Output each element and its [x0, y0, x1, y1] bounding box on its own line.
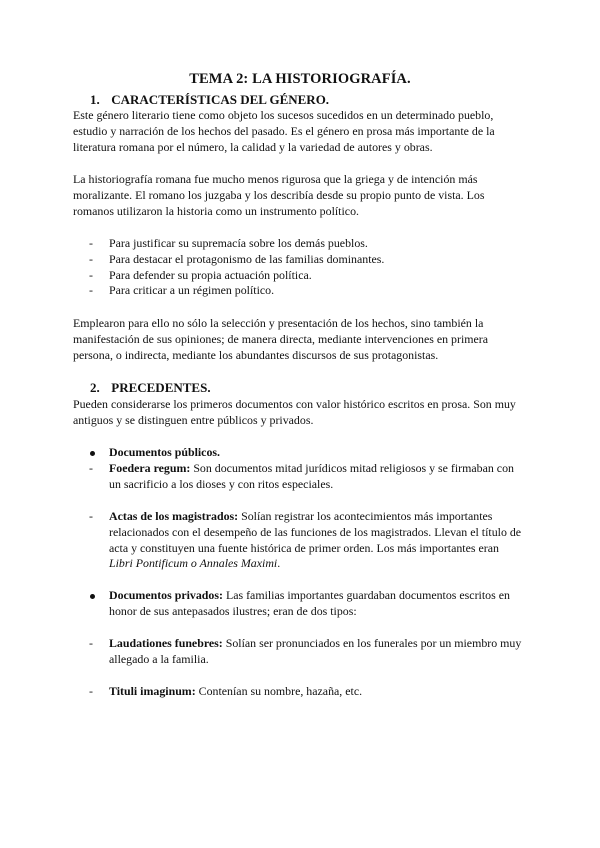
entry-text: Contenían su nombre, hazaña, etc. [195, 684, 363, 698]
list-item: - Para defender su propia actuación política. [73, 268, 525, 284]
entry-documentos-publicos [73, 445, 525, 461]
entry-text: Solían ser pronunciados en los funerales por un miembro muy allegado a la familia. [109, 636, 522, 666]
purpose-list [73, 236, 525, 299]
entry-label: Laudationes funebres: [109, 636, 223, 650]
section-1-paragraph-3: Emplearon para ello no sólo la selección y presentación de los hechos, sino también la manifestación de sus opiniones; de manera directa, mediante intervenciones en primera persona, o indirecta, mediante los abundantes discursos de sus protagonistas. [73, 316, 489, 362]
section-1-heading [90, 92, 329, 108]
section-2-heading [90, 380, 211, 396]
entry-label: Documentos públicos. [109, 445, 220, 459]
entry-italic-text: Libri Pontificum o Annales Maximi [109, 556, 278, 571]
section-1-title: CARACTERÍSTICAS DEL GÉNERO. [111, 92, 330, 107]
page-title: TEMA 2: LA HISTORIOGRAFÍA. [189, 71, 411, 87]
entry-label: Tituli imaginum: [109, 684, 196, 698]
section-2-paragraph-1: Pueden considerarse los primeros documentos con valor histórico escritos en prosa. Son muy antiguos y se distinguen entre públicos y privados. [73, 397, 516, 427]
list-item: - Para destacar el protagonismo de las familias dominantes. [73, 252, 525, 268]
section-1-number: 1. [90, 92, 100, 107]
entry-text: Las familias importantes guardaban documentos escritos en honor de sus antepasados ilustres; eran de dos tipos: [109, 588, 510, 618]
entry-label: Documentos privados: [109, 588, 223, 602]
entry-text-end: . [277, 556, 281, 571]
entry-label: Actas de los magistrados: [109, 509, 239, 523]
entry-actas-magistrados: - Actas de los magistrados: Solían registrar los acontecimientos más importantes relacionados con el desempeño de las funciones de los magistrados. Llevan el título de acta y constituyen una fuente histórica de primer orden. Los más importantes eran Libri Pontificum o Annales Maximi. [89, 509, 522, 571]
section-1-paragraph-1: Este género literario tiene como objeto los sucesos sucedidos en un determinado pueblo, estudio y narración de los hechos del pasado. Es el género en prosa más importante de la literatura romana por el número, la calidad y la variedad de autores y obras. [73, 108, 495, 154]
entry-tituli-imaginum: - Tituli imaginum: Contenían su nombre, hazaña, etc. [89, 684, 363, 698]
bullet-icon [90, 594, 95, 599]
entry-documentos-privados [73, 588, 525, 620]
section-1-paragraph-2: La historiografía romana fue mucho menos rigurosa que la griega y de intención más moralizante. El romano los juzgaba y los describía desde su propio punto de vista. Los romanos utilizaron la historia como un instrumento político. [73, 172, 485, 218]
section-2-number: 2. [90, 380, 100, 395]
entry-label: Foedera regum: [109, 461, 191, 475]
bullet-icon [90, 451, 95, 456]
section-2-title: PRECEDENTES. [111, 380, 211, 395]
entry-text: Son documentos mitad jurídicos mitad religiosos y se firmaban con un sacrificio a los dioses y con ritos especiales. [109, 461, 514, 491]
entry-text: Solían registrar los acontecimientos más importantes relacionados con el desempeño de las funciones de los magistrados. Llevan el título de acta y constituyen una fuente histórica de primer orden. Los más importantes eran [109, 509, 522, 555]
list-item: - Para criticar a un régimen político. [73, 283, 525, 299]
entry-foedera-regum: - Foedera regum: Son documentos mitad jurídicos mitad religiosos y se firmaban con un sacrificio a los dioses y con ritos especiales. [89, 461, 514, 491]
list-item: - Para justificar su supremacía sobre los demás pueblos. [73, 236, 525, 252]
entry-laudationes-funebres: - Laudationes funebres: Solían ser pronunciados en los funerales por un miembro muy allegado a la familia. [89, 636, 522, 666]
